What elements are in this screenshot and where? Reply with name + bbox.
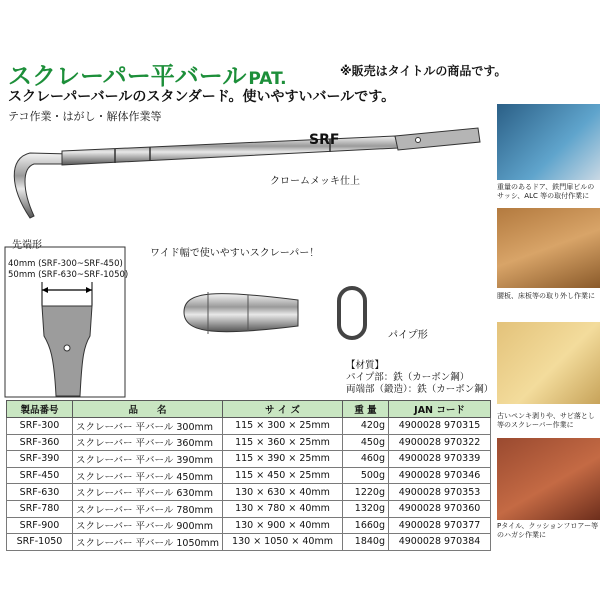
photo-paint-scrape bbox=[497, 322, 600, 404]
model-label: SRF bbox=[309, 132, 340, 148]
cell-weight: 460g bbox=[343, 451, 389, 468]
cell-size: 115 × 300 × 25mm bbox=[223, 418, 343, 435]
caption-floor: Pタイル、クッションフロアー等のハガシ作業に bbox=[497, 522, 599, 539]
wide-caption: ワイド幅で使いやすいスクレーパー！ bbox=[150, 248, 320, 259]
cell-weight: 1840g bbox=[343, 534, 389, 551]
dim-40: 40mm (SRF-300~SRF-450) bbox=[8, 259, 123, 269]
col-header-jan: JAN コード bbox=[389, 401, 491, 418]
cell-name: スクレーバー 平バール 390mm bbox=[73, 451, 223, 468]
material-heading: 【材質】 bbox=[346, 360, 385, 371]
cell-code: SRF-1050 bbox=[7, 534, 73, 551]
table-row bbox=[7, 434, 491, 451]
pat-mark: PAT. bbox=[248, 69, 287, 89]
cell-jan: 4900028 970346 bbox=[389, 467, 491, 484]
cell-jan: 4900028 970322 bbox=[389, 434, 491, 451]
photo-floor-tile bbox=[497, 438, 600, 520]
cell-code: SRF-780 bbox=[7, 500, 73, 517]
table-header-row bbox=[7, 401, 491, 418]
title-text: スクレーパー平バール bbox=[8, 62, 247, 90]
col-header-name: 品 名 bbox=[73, 401, 223, 418]
table-row bbox=[7, 484, 491, 501]
cell-code: SRF-900 bbox=[7, 517, 73, 534]
table-row bbox=[7, 534, 491, 551]
cell-name: スクレーバー 平バール 900mm bbox=[73, 517, 223, 534]
cell-code: SRF-360 bbox=[7, 434, 73, 451]
pipe-label: パイプ形 bbox=[388, 330, 428, 341]
cell-name: スクレーバー 平バール 450mm bbox=[73, 467, 223, 484]
cell-size: 130 × 900 × 40mm bbox=[223, 517, 343, 534]
table-row bbox=[7, 418, 491, 435]
table-row bbox=[7, 517, 491, 534]
photo-wainscot bbox=[497, 208, 600, 288]
pipe-cross-section bbox=[336, 285, 368, 341]
table-row bbox=[7, 500, 491, 517]
uses-text: テコ作業・はがし・解体作業等 bbox=[8, 110, 162, 123]
cell-jan: 4900028 970315 bbox=[389, 418, 491, 435]
col-header-size: サ イ ズ bbox=[223, 401, 343, 418]
cell-name: スクレーバー 平バール 780mm bbox=[73, 500, 223, 517]
col-header-code: 製品番号 bbox=[7, 401, 73, 418]
cell-jan: 4900028 970360 bbox=[389, 500, 491, 517]
caption-panel: 腰板、床板等の取り外し作業に bbox=[497, 292, 595, 300]
cell-name: スクレーバー 平バール 1050mm bbox=[73, 534, 223, 551]
cell-jan: 4900028 970353 bbox=[389, 484, 491, 501]
cell-size: 130 × 780 × 40mm bbox=[223, 500, 343, 517]
cell-name: スクレーバー 平バール 630mm bbox=[73, 484, 223, 501]
cell-jan: 4900028 970384 bbox=[389, 534, 491, 551]
cell-name: スクレーバー 平バール 360mm bbox=[73, 434, 223, 451]
cell-size: 130 × 630 × 40mm bbox=[223, 484, 343, 501]
tip-label: 先端形 bbox=[12, 240, 42, 251]
cell-code: SRF-630 bbox=[7, 484, 73, 501]
sales-note: ※販売はタイトルの商品です。 bbox=[340, 64, 507, 78]
material-block bbox=[346, 360, 493, 396]
tip-diagram bbox=[4, 246, 129, 398]
caption-scrape: 古いペンキ剥りや、サビ落とし等のスクレーパー作業に bbox=[497, 412, 595, 429]
table-row bbox=[7, 451, 491, 468]
cell-name: スクレーバー 平バール 300mm bbox=[73, 418, 223, 435]
cell-weight: 500g bbox=[343, 467, 389, 484]
cell-weight: 450g bbox=[343, 434, 389, 451]
bar-illustration bbox=[0, 118, 495, 230]
table-row bbox=[7, 467, 491, 484]
cell-size: 130 × 1050 × 40mm bbox=[223, 534, 343, 551]
cell-weight: 420g bbox=[343, 418, 389, 435]
cell-weight: 1320g bbox=[343, 500, 389, 517]
finish-label: クロームメッキ仕上 bbox=[270, 176, 360, 187]
lead-text: スクレーパーバールのスタンダード。使いやすいバールです。 bbox=[8, 89, 396, 105]
cell-code: SRF-450 bbox=[7, 467, 73, 484]
cell-code: SRF-390 bbox=[7, 451, 73, 468]
caption-door: 重量のあるドア、鉄門扉ビルのサッシ、ALC 等の取付作業に bbox=[497, 183, 595, 200]
cell-weight: 1660g bbox=[343, 517, 389, 534]
col-header-weight: 重 量 bbox=[343, 401, 389, 418]
cell-size: 115 × 450 × 25mm bbox=[223, 467, 343, 484]
pipe-closeup bbox=[178, 282, 303, 344]
cell-jan: 4900028 970339 bbox=[389, 451, 491, 468]
cell-jan: 4900028 970377 bbox=[389, 517, 491, 534]
cell-size: 115 × 360 × 25mm bbox=[223, 434, 343, 451]
material-ends: 両端部（鍛造）：鉄（カーボン鋼） bbox=[346, 384, 494, 395]
spec-table bbox=[6, 400, 491, 551]
cell-weight: 1220g bbox=[343, 484, 389, 501]
dim-50: 50mm (SRF-630~SRF-1050) bbox=[8, 270, 129, 280]
material-pipe: パイプ部：鉄（カーボン鋼） bbox=[346, 372, 470, 383]
photo-window-frame bbox=[497, 104, 600, 180]
cell-size: 115 × 390 × 25mm bbox=[223, 451, 343, 468]
cell-code: SRF-300 bbox=[7, 418, 73, 435]
